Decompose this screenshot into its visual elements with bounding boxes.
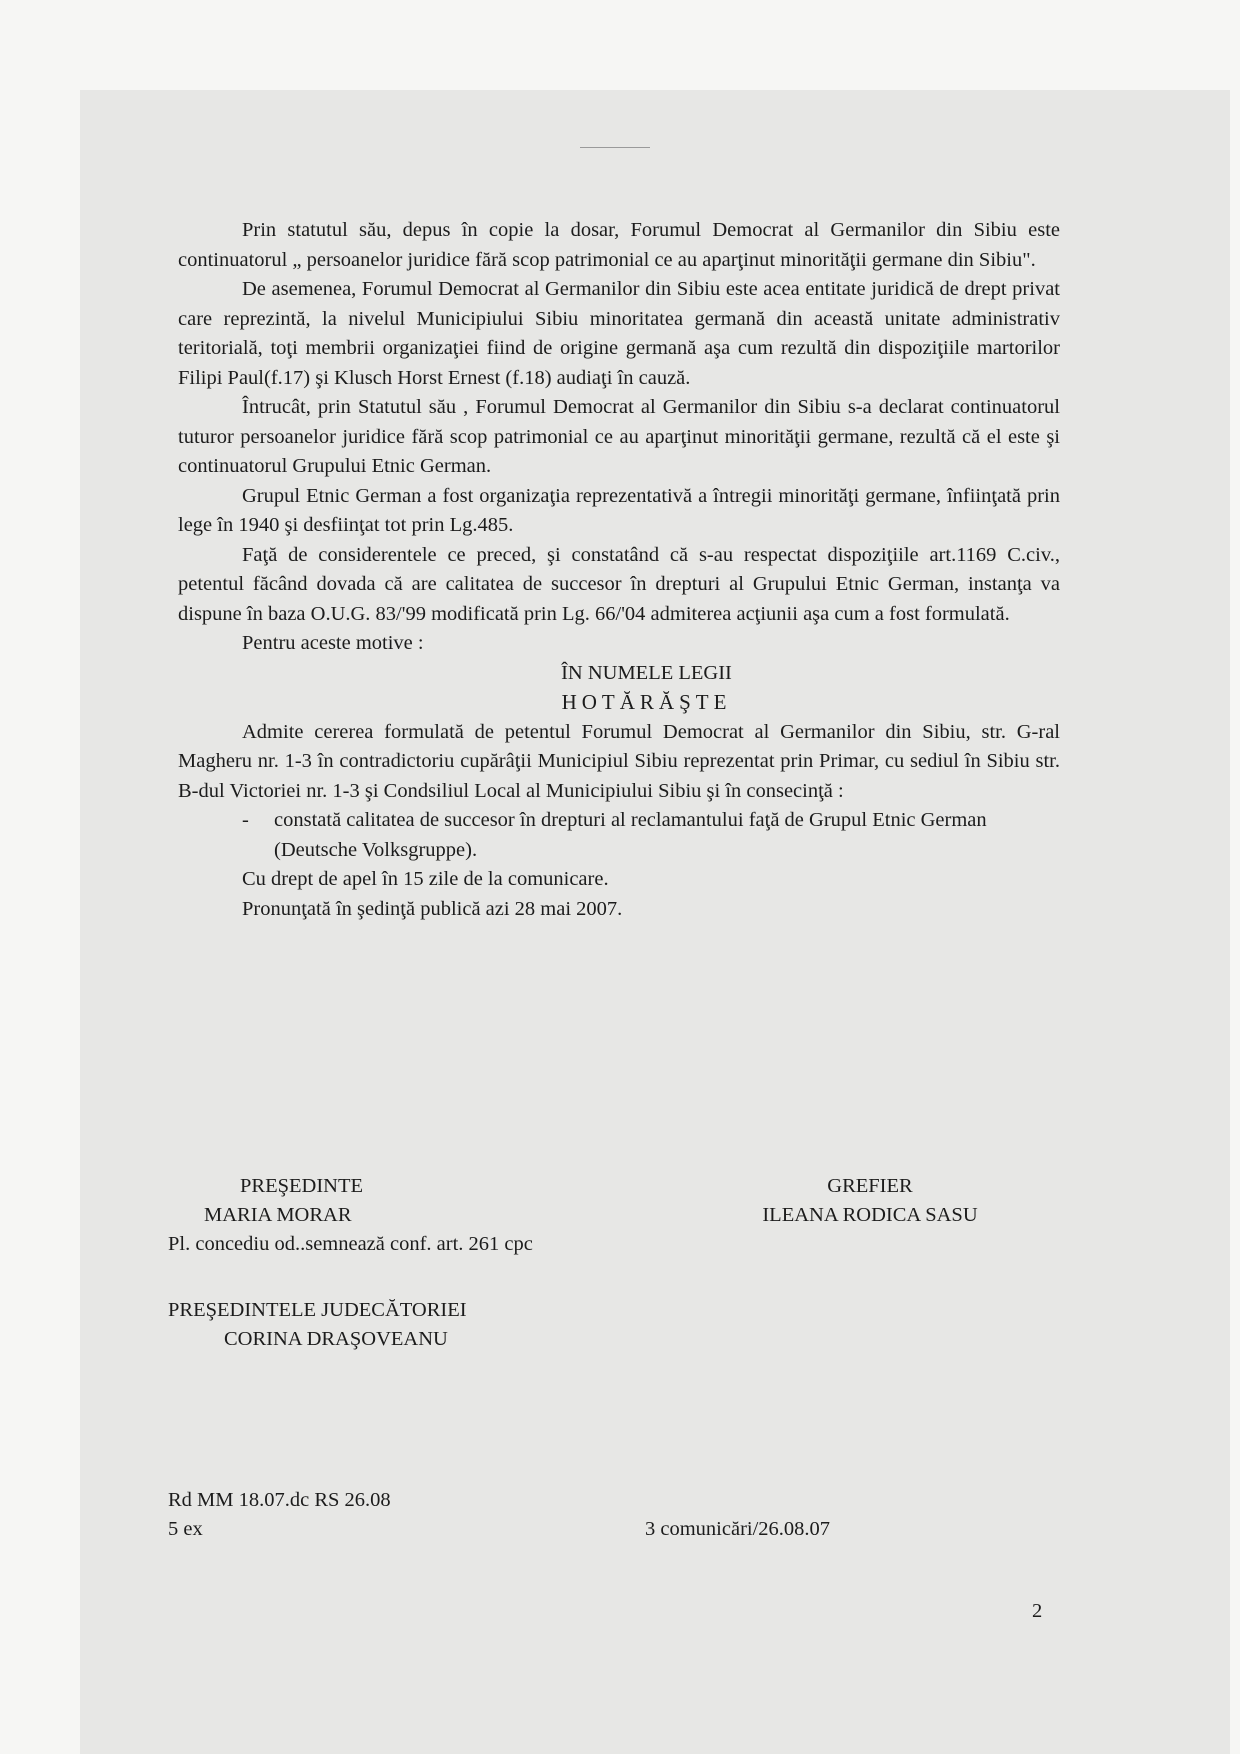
document-body bbox=[178, 216, 1060, 924]
decision-bullet bbox=[178, 806, 1060, 865]
paragraph-continuator: Întrucât, prin Statutul său , Forumul Democrat al Germanilor din Sibiu s-a declarat continuatorul tuturor persoanelor juridice fără scop patrimonial ce au aparţinut minorităţii germane, rezultă că el este şi continuatorul Grupului Etnic German. bbox=[178, 396, 1060, 477]
signature-president bbox=[168, 1172, 668, 1259]
paragraph-appeal: Cu drept de apel în 15 zile de la comunicare. bbox=[242, 868, 609, 890]
president-note: Pl. concediu od..semnează conf. art. 261 cpc bbox=[168, 1233, 533, 1255]
paragraph-decision: Admite cererea formulată de petentul Forumul Democrat al Germanilor din Sibiu, str. G-ral Magheru nr. 1-3 în contradictoriu cupărâţii Municipiul Sibiu reprezentat prin Primar, cu sediul în Sibiu str. B-dul Victoriei nr. 1-3 şi Condsiliul Local al Municipiului Sibiu şi în consecinţă : bbox=[178, 720, 1060, 802]
footer-communications: 3 comunicări/26.08.07 bbox=[645, 1518, 831, 1540]
paragraph-representation: De asemenea, Forumul Democrat al Germanilor din Sibiu este acea entitate juridică de drept privat care reprezintă, la nivelul Municipiului Sibiu minoritatea germană din această unitate administrativ teritorială, toţi membrii organizaţiei fiind de origine germană aşa cum rezultă din dispoziţiile martorilor Filipi Paul(f.17) şi Klusch Horst Ernest (f.18) audiaţi în cauză. bbox=[178, 278, 1060, 389]
drafting-note: Rd MM 18.07.dc RS 26.08 bbox=[168, 1489, 391, 1511]
paragraph-statute: Prin statutul său, depus în copie la dosar, Forumul Democrat al Germanilor din Sibiu este continuatorul „ persoanelor juridice fără scop patrimonial ce au aparţinut minorităţii germane din Sibiu". bbox=[178, 219, 1060, 271]
paragraph-ethnic-group: Grupul Etnic German a fost organizaţia reprezentativă a întregii minorităţi germane, înfiinţată prin lege în 1940 şi desfiinţat tot prin Lg.485. bbox=[178, 484, 1060, 536]
clerk-name: ILEANA RODICA SASU bbox=[762, 1204, 978, 1226]
bullet-text: constată calitatea de succesor în drepturi al reclamantului faţă de Grupul Etnic German (Deutsche Volksgruppe). bbox=[274, 809, 987, 861]
paragraph-pronounced: Pronunţată în şedinţă publică azi 28 mai 2007. bbox=[242, 897, 623, 920]
footer-drafting bbox=[168, 1486, 391, 1544]
president-name: MARIA MORAR bbox=[204, 1204, 352, 1226]
president-title: PREŞEDINTE bbox=[240, 1175, 363, 1197]
bullet-dash: - bbox=[242, 809, 249, 831]
court-president-name: CORINA DRAŞOVEANU bbox=[224, 1328, 448, 1350]
clerk-title: GREFIER bbox=[827, 1175, 913, 1197]
signature-clerk bbox=[710, 1172, 1030, 1230]
signature-court-president bbox=[168, 1296, 467, 1354]
court-president-title: PREŞEDINTELE JUDECĂTORIEI bbox=[168, 1299, 467, 1321]
title-decides: HOTĂRĂŞTE bbox=[561, 690, 732, 714]
copies-count: 5 ex bbox=[168, 1518, 203, 1540]
paragraph-reasons: Pentru aceste motive : bbox=[242, 632, 424, 654]
top-scan-mark bbox=[580, 147, 650, 148]
page-number: 2 bbox=[1032, 1600, 1043, 1622]
title-in-the-name-of-law: ÎN NUMELE LEGII bbox=[561, 661, 732, 684]
paragraph-considerations: Faţă de considerentele ce preced, şi constatând că s-au respectat dispoziţiile art.1169 C.civ., petentul făcând dovada că are calitatea de succesor în drepturi al Grupului Etnic German, instanţa va dispune în baza O.U.G. 83/'99 modificată prin Lg. 66/'04 admiterea acţiunii aşa cum a fost formulată. bbox=[178, 543, 1060, 625]
